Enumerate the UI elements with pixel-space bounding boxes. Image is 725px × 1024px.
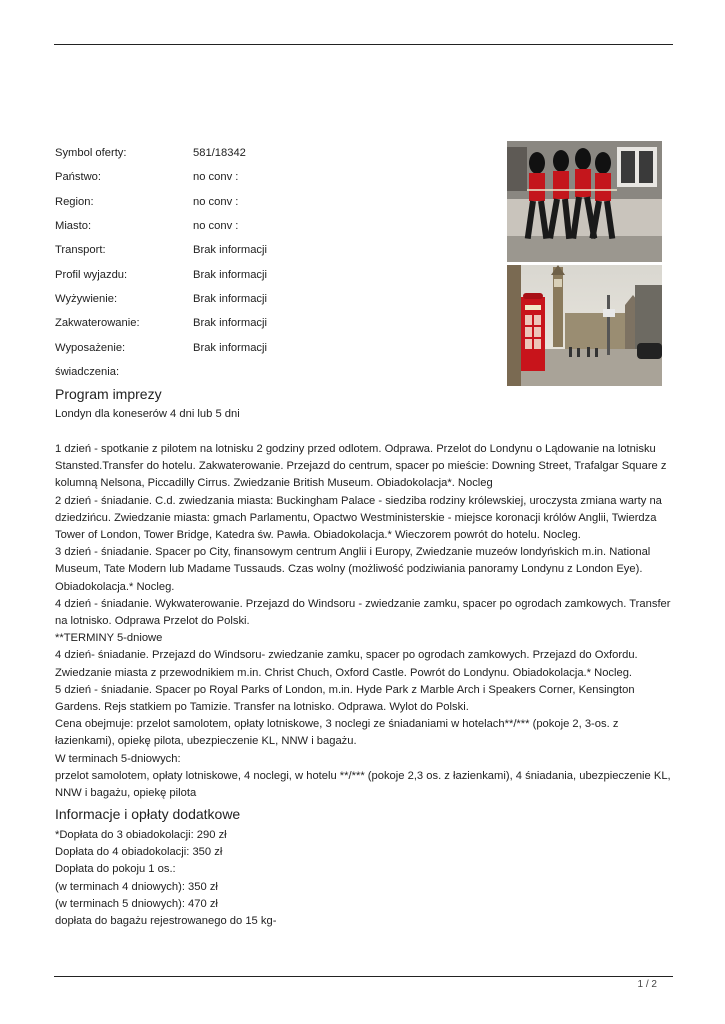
info-row: [55, 190, 495, 214]
info-label: Region:: [55, 195, 94, 208]
info-row: [55, 262, 495, 286]
extras-line: Dopłata do 4 obiadokolacji: 350 zł: [55, 846, 223, 859]
info-value: no conv :: [193, 195, 239, 208]
footer-rule: [54, 976, 673, 977]
info-row: [55, 141, 495, 165]
info-value: Brak informacji: [193, 341, 267, 354]
header-rule: [54, 44, 673, 45]
extras-line: (w terminach 5 dniowych): 470 zł: [55, 897, 218, 910]
info-label: Miasto:: [55, 220, 92, 233]
info-value: no conv :: [193, 171, 239, 184]
five-day-heading: W terminach 5-dniowych:: [55, 752, 181, 765]
day-paragraph: 3 dzień - śniadanie. Spacer po City, finansowym centrum Anglii i Europy, Zwiedzanie muzeów londyńskich m.in. National Museum, Tate Modern lub Madame Tussauds. Czas wolny (możliwość podziwiania panoramy Londynu z London Eye). Obiadokolacja.* Nocleg.: [55, 546, 651, 593]
info-label: Transport:: [55, 244, 106, 257]
info-label: Zakwaterowanie:: [55, 317, 140, 330]
info-row: [55, 165, 495, 189]
info-value: Brak informacji: [193, 317, 267, 330]
london-street-photo: [507, 265, 662, 386]
info-value: 581/18342: [193, 147, 246, 160]
info-row: [55, 287, 495, 311]
terms-heading: **TERMINY 5-dniowe: [55, 632, 163, 645]
day-paragraph: 4 dzień- śniadanie. Przejazd do Windsoru- zwiedzanie zamku, spacer po ogrodach zamkowych. Przejazd do Oxfordu. Zwiedzanie miasta z przewodnikiem m.in. Christ Chuch, Oxford Castle. Powrót do Londynu. Obiadokolacja.* Nocleg.: [55, 649, 638, 679]
page-number: 1 / 2: [637, 979, 657, 990]
program-title: Program imprezy: [55, 386, 162, 402]
info-value: Brak informacji: [193, 292, 267, 305]
info-row: [55, 311, 495, 335]
extras-line: *Dopłata do 3 obiadokolacji: 290 zł: [55, 829, 227, 841]
info-label: Państwo:: [55, 171, 102, 184]
program-intro: Londyn dla koneserów 4 dni lub 5 dni: [55, 408, 240, 420]
info-row: [55, 335, 495, 359]
five-day-includes: przelot samolotem, opłaty lotniskowe, 4 noclegi, w hotelu **/*** (pokoje 2,3 os. z łazienkami), 4 śniadania, ubezpieczenie KL, NNW i bagażu, opiekę pilota: [55, 769, 671, 800]
extras-title: Informacje i opłaty dodatkowe: [55, 806, 241, 822]
program-description: [55, 441, 680, 802]
info-value: Brak informacji: [193, 268, 267, 281]
extras-line: Dopłata do pokoju 1 os.:: [55, 863, 176, 876]
info-value: no conv :: [193, 220, 239, 233]
day-paragraph: 5 dzień - śniadanie. Spacer po Royal Parks of London, m.in. Hyde Park z Marble Arch i Speakers Corner, Kensington Gardens. Rejs statkiem po Tamizie. Transfer na lotnisko. Odprawa. Wylot do Polski.: [55, 683, 635, 714]
info-label: świadczenia:: [55, 365, 120, 378]
extras-list: [55, 827, 655, 930]
offer-info-table: [55, 141, 495, 384]
info-label: Wyżywienie:: [55, 292, 118, 305]
extras-line: dopłata do bagażu rejestrowanego do 15 kg-: [55, 915, 277, 928]
price-includes: Cena obejmuje: przelot samolotem, opłaty lotniskowe, 3 noclegi ze śniadaniami w hotelach**/*** (pokoje 2, 3-os. z łazienkami), opiekę pilota, ubezpieczenie KL, NNW i bagażu.: [55, 718, 619, 748]
royal-guards-photo: [507, 141, 662, 262]
info-row: [55, 214, 495, 238]
day-paragraph: 1 dzień - spotkanie z pilotem na lotnisku 2 godziny przed odlotem. Odprawa. Przelot do Londynu o Lądowanie na lotnisku Stansted.Transfer do hotelu. Zakwaterowanie. Przejazd do centrum, spacer po mieście: Downing Street, Trafalgar Square z kolumną Nelsona, Piccadilly Cirrus. Zwiedzanie British Museum. Obiadokolacja*. Nocleg: [55, 443, 667, 490]
info-row: [55, 238, 495, 262]
info-row: [55, 360, 495, 384]
extras-line: (w terminach 4 dniowych): 350 zł: [55, 880, 218, 893]
info-label: Symbol oferty:: [55, 147, 127, 160]
day-paragraph: 2 dzień - śniadanie. C.d. zwiedzania miasta: Buckingham Palace - siedziba rodziny królewskiej, uroczysta zmiana warty na dziedzińcu. Zwiedzanie miasta: gmach Parlamentu, Opactwo Westministerskie - miejsce koronacji królów Anglii, Twierdza Tower of London, Tower Bridge, Katedra św. Pawła. Obiadokolacja.* Wieczorem powrót do hotelu. Nocleg.: [55, 494, 662, 542]
info-label: Wyposażenie:: [55, 341, 126, 354]
info-label: Profil wyjazdu:: [55, 268, 128, 281]
info-value: Brak informacji: [193, 244, 267, 257]
day-paragraph: 4 dzień - śniadanie. Wykwaterowanie. Przejazd do Windsoru - zwiedzanie zamku, spacer po ogrodach zamkowych. Transfer na lotnisko. Odprawa Przelot do Polski.: [55, 597, 671, 628]
